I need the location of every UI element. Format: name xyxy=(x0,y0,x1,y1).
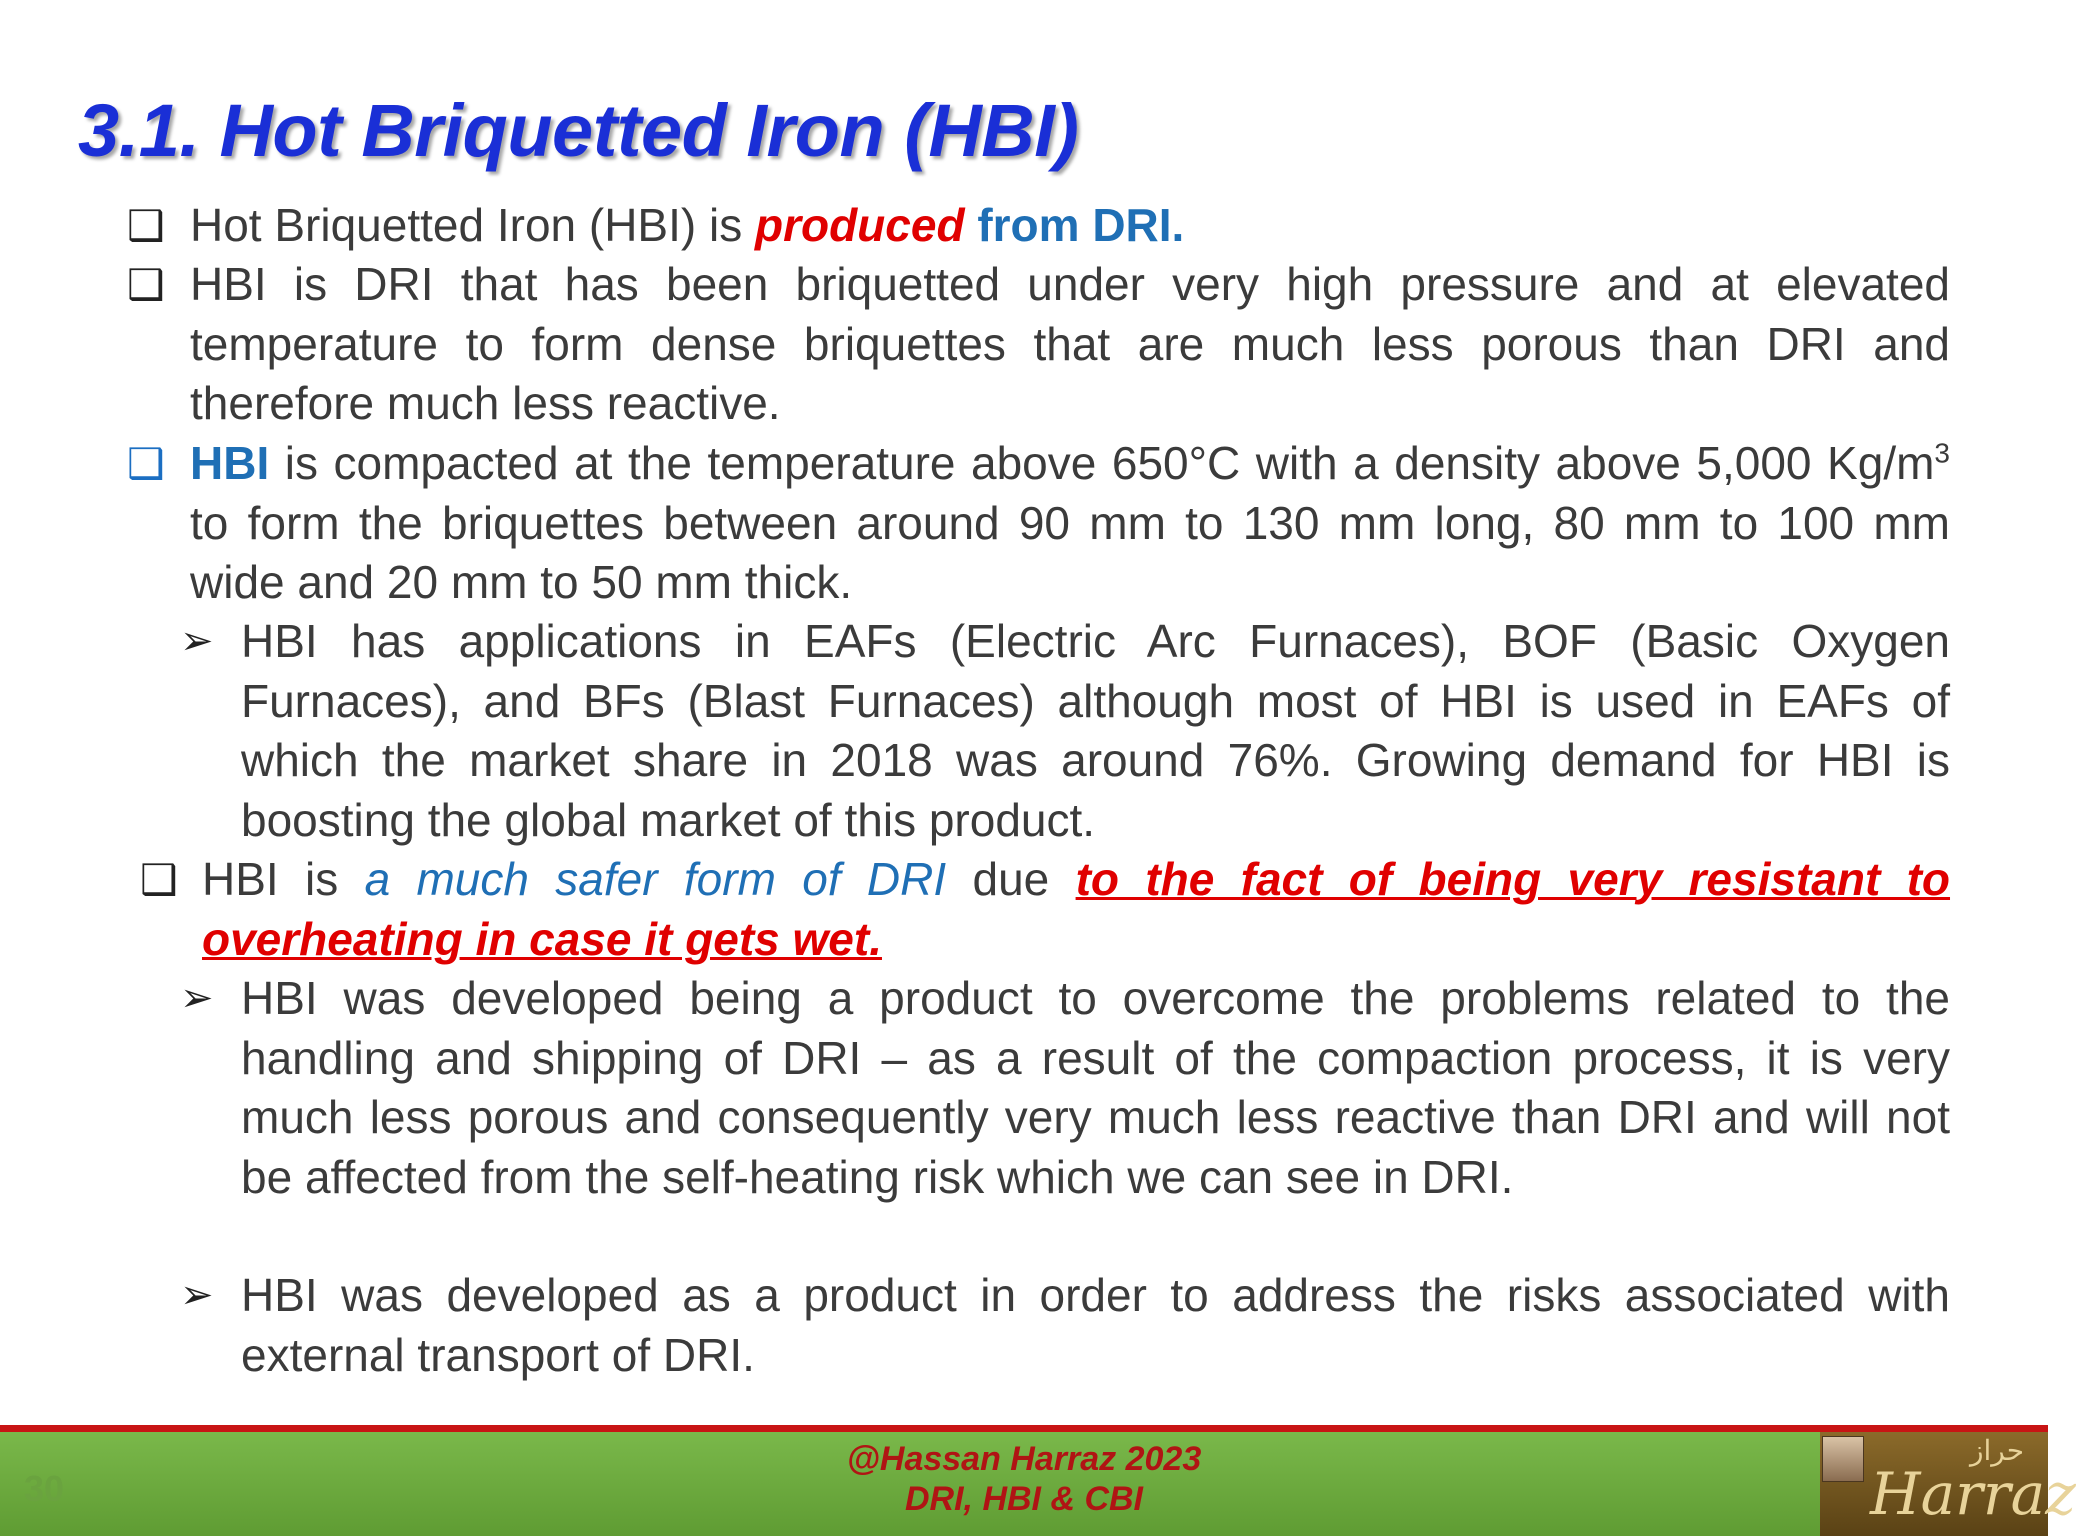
sub-item-6: HBI was developed being a product to overcome the problems related to the handling and shipping of DRI – as a result of the compaction process, it is very much less porous and consequently very much less reactive than DRI and will not be affected from the self-heating risk which we can see in DRI. xyxy=(241,972,1950,1203)
item-5-text-a: HBI is xyxy=(202,853,365,905)
item-1-emphasis-produced: produced xyxy=(754,199,965,251)
author-photo-icon xyxy=(1822,1436,1864,1482)
square-bullet-icon: ❑ xyxy=(127,202,165,249)
arrow-bullet-icon: ➢ xyxy=(180,619,214,663)
slide-title: 3.1. Hot Briquetted Iron (HBI) xyxy=(78,89,1079,172)
footer-author: @Hassan Harraz 2023 xyxy=(846,1440,1202,1478)
square-bullet-icon: ❑ xyxy=(127,261,165,308)
arrow-bullet-icon: ➢ xyxy=(180,976,214,1020)
page-number: 30 xyxy=(24,1468,65,1509)
item-5-red-emphasis: to the fact of being very resistant to overheating in case it gets wet. xyxy=(202,853,1951,965)
footer-subtitle: DRI, HBI & CBI xyxy=(905,1480,1143,1518)
item-5-text-b: due xyxy=(946,853,1076,905)
item-3-text-a: is compacted at the temperature above 650°C with a density above 5,000 Kg/m xyxy=(269,437,1935,489)
logo-arabic-text: حراز xyxy=(1970,1434,2025,1467)
footer-divider xyxy=(0,1425,2048,1432)
bullet-item-3 xyxy=(190,434,1950,613)
bullet-item-2: HBI is DRI that has been briquetted under very high pressure and at elevated temperature to form dense briquettes that are much less porous than DRI and therefore much less reactive. xyxy=(190,258,1950,429)
square-bullet-icon: ❑ xyxy=(127,440,165,487)
sub-item-7: HBI was developed as a product in order to address the risks associated with external transport of DRI. xyxy=(241,1269,1950,1381)
item-3-text-b: to form the briquettes between around 90 mm to 130 mm long, 80 mm to 100 mm wide and 20 mm to 50 mm thick. xyxy=(190,496,1950,608)
item-3-superscript: 3 xyxy=(1934,437,1950,469)
bullet-item-1 xyxy=(190,196,1950,256)
arrow-bullet-icon: ➢ xyxy=(180,1273,214,1317)
square-bullet-icon: ❑ xyxy=(140,856,178,903)
logo-signature: Harraz xyxy=(1870,1460,2076,1528)
item-5-safer-form: a much safer form of DRI xyxy=(364,853,947,905)
item-1-text: Hot Briquetted Iron (HBI) is xyxy=(190,199,755,251)
harraz-logo xyxy=(1820,1432,2076,1536)
item-1-emphasis-from-dri: from DRI. xyxy=(964,199,1185,251)
bullet-item-5 xyxy=(202,850,1950,969)
item-3-hbi-label: HBI xyxy=(190,437,270,489)
sub-item-4: HBI has applications in EAFs (Electric Arc Furnaces), BOF (Basic Oxygen Furnaces), and BFs (Blast Furnaces) although most of HBI is used in EAFs of which the market share in 2018 was around 76%. Growing demand for HBI is boosting the global market of this product. xyxy=(241,615,1950,846)
